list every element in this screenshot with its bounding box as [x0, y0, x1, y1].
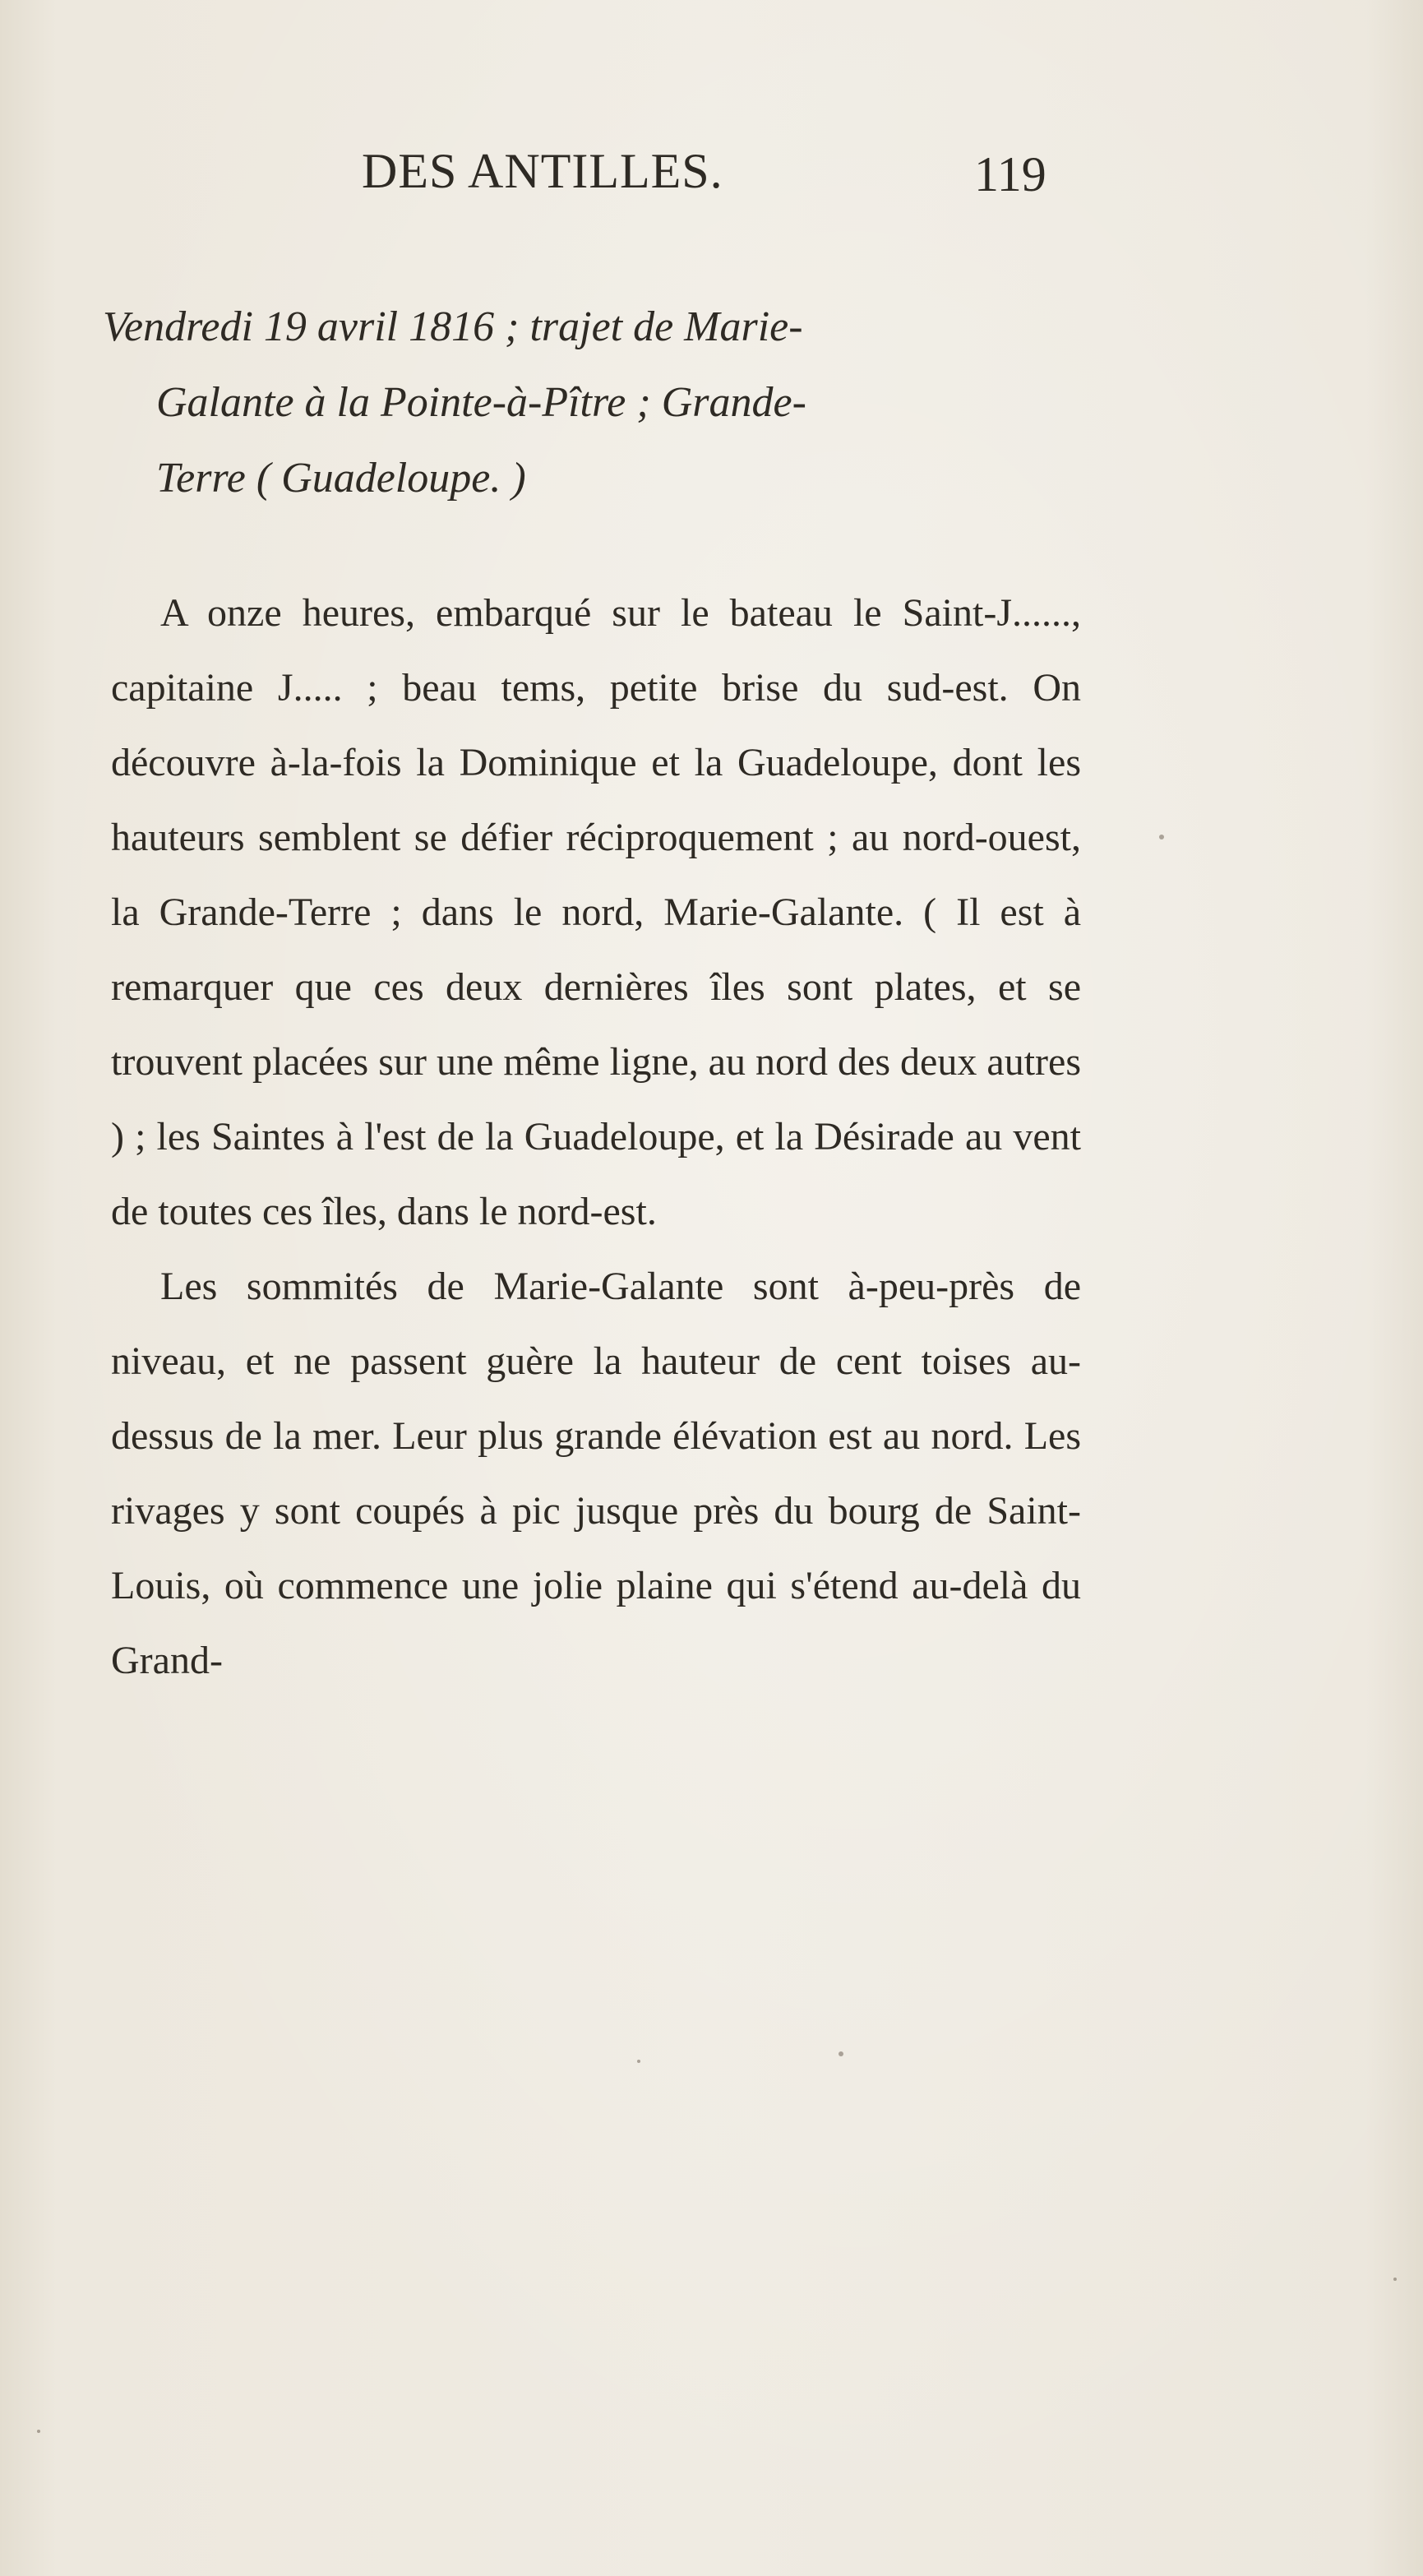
paragraph-1: A onze heures, embarqué sur le bateau le Saint-J......, capitaine J..... ; beau tems, petite brise du sud-est. On découvre à-la-fois la Dominique et la Guadeloupe, dont les hauteurs semblent se défier réciproquement ; au nord-ouest, la Grande-Terre ; dans le nord, Marie-Galante. ( Il est à remarquer que ces deux dernières îles sont plates, et se trouvent placées sur une même ligne, au nord des deux autres ) ; les Saintes à l'est de la Guadeloupe, et la Désirade au vent de toutes ces îles, dans le nord-est. — [111, 591, 1081, 1233]
heading-line-3: Terre ( Guadeloupe. ) — [156, 455, 526, 502]
running-head: DES ANTILLES. — [362, 144, 723, 198]
paper-speck — [1393, 2278, 1397, 2281]
paper-speck — [839, 2051, 843, 2056]
paper-speck — [637, 2060, 640, 2063]
paper-speck — [1159, 835, 1164, 839]
body-text — [111, 576, 1081, 1698]
paragraph-2: Les sommités de Marie-Galante sont à-peu-près de niveau, et ne passent guère la hauteur de cent toises au-dessus de la mer. Leur plus grande élévation est au nord. Les rivages y sont coupés à pic jusque près du bourg de Saint-Louis, où commence une jolie plaine qui s'étend au-delà du Grand- — [111, 1265, 1081, 1682]
section-heading — [103, 289, 1089, 516]
paper-speck — [37, 2430, 40, 2433]
heading-line-2: Galante à la Pointe-à-Pître ; Grande- — [156, 379, 806, 426]
heading-line-1: Vendredi 19 avril 1816 ; trajet de Marie- — [103, 303, 803, 350]
page-number: 119 — [974, 147, 1046, 201]
